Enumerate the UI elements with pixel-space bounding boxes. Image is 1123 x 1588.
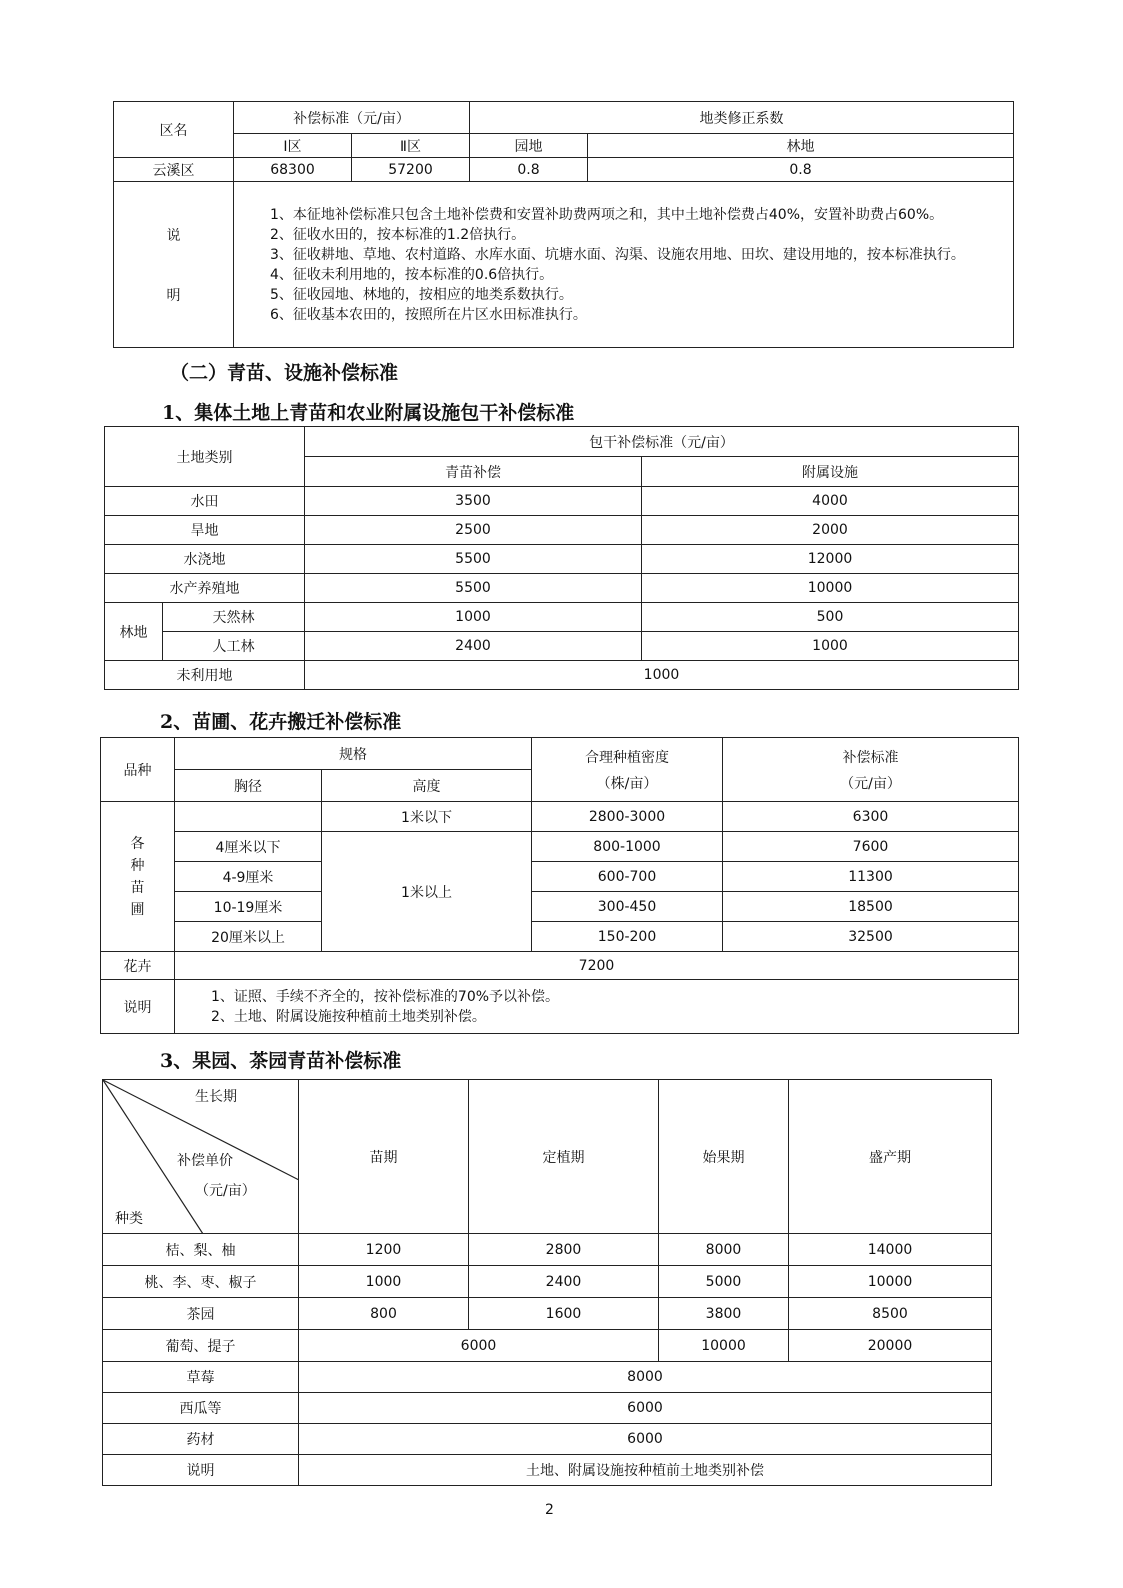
section-heading: （二）青苗、设施补偿标准 [170,362,399,384]
header-garden: 园地 [470,134,588,158]
row-name: 草莓 [103,1362,299,1393]
header-seedling: 苗期 [299,1080,469,1234]
header-crop-compensation: 青苗补偿 [305,457,642,487]
cell-planting: 2800 [469,1234,659,1266]
header-zone-2: Ⅱ区 [352,134,470,158]
cell-seedling: 1200 [299,1234,469,1266]
diag-label-kind: 种类 [115,1211,143,1227]
cell-unused-value: 1000 [305,661,1019,690]
row-name: 天然林 [163,603,305,632]
cell-dbh: 4厘米以下 [175,832,322,862]
notes-label-char: 明 [166,287,181,304]
heading-crop-facility: 1、集体土地上青苗和农业附属设施包干补偿标准 [162,402,575,424]
header-standard [723,738,1019,802]
cell-planting: 2400 [469,1266,659,1298]
cell-facility: 12000 [642,545,1019,574]
cell-standard: 11300 [723,862,1019,892]
notes-content: 土地、附属设施按种植前土地类别补偿 [299,1455,992,1486]
cell-fruiting: 10000 [659,1330,789,1362]
group-forest: 林地 [105,603,163,661]
header-zone-1: Ⅰ区 [234,134,352,158]
group-nursery-char: 种 [130,857,145,874]
note-item: 1、本征地补偿标准只包含土地补偿费和安置补助费两项之和，其中土地补偿费占40%，安置补助费占60%。 [270,206,944,223]
header-peak: 盛产期 [789,1080,992,1234]
cell-density: 300-450 [532,892,723,922]
header-land-coefficient: 地类修正系数 [470,102,1014,134]
cell-density: 800-1000 [532,832,723,862]
diag-label-period: 生长期 [195,1089,237,1105]
header-land-type: 土地类别 [105,427,305,487]
cell-fruiting: 3800 [659,1298,789,1330]
heading-nursery: 2、苗圃、花卉搬迁补偿标准 [160,711,402,733]
cell-standard: 6300 [723,802,1019,832]
note-item: 2、征收水田的，按本标准的1.2倍执行。 [270,226,526,243]
note-item: 1、证照、手续不齐全的，按补偿标准的70%予以补偿。 [211,988,560,1005]
row-name: 葡萄、提子 [103,1330,299,1362]
group-nursery-char: 苗 [130,879,145,896]
cell-peak: 8500 [789,1298,992,1330]
notes-content [234,182,1014,348]
cell-peak: 10000 [789,1266,992,1298]
cell-density: 150-200 [532,922,723,952]
note-item: 4、征收未利用地的，按本标准的0.6倍执行。 [270,266,554,283]
cell-density: 2800-3000 [532,802,723,832]
crop-facility-table [104,426,1019,690]
cell-fruiting: 5000 [659,1266,789,1298]
cell-height-low: 1米以下 [322,802,532,832]
cell-value: 6000 [299,1424,992,1455]
notes-content [175,980,1019,1034]
cell-zone-2: 57200 [352,158,470,182]
header-standard-title: 补偿标准 [842,749,899,766]
row-flower-name: 花卉 [101,952,175,980]
diag-label-price: 补偿单价 [177,1153,233,1169]
cell-height-high: 1米以上 [322,832,532,952]
cell-flower-value: 7200 [175,952,1019,980]
cell-density: 600-700 [532,862,723,892]
cell-crop: 5500 [305,574,642,603]
row-name: 未利用地 [105,661,305,690]
row-name: 西瓜等 [103,1393,299,1424]
cell-value: 6000 [299,1393,992,1424]
cell-zone-1: 68300 [234,158,352,182]
cell-facility: 500 [642,603,1019,632]
row-name: 桃、李、枣、椒子 [103,1266,299,1298]
header-standard-unit: （元/亩） [840,775,901,792]
cell-crop: 2500 [305,516,642,545]
group-nursery-char: 各 [130,835,145,852]
cell-facility: 4000 [642,487,1019,516]
cell-dbh: 10-19厘米 [175,892,322,922]
cell-crop: 3500 [305,487,642,516]
row-name: 水田 [105,487,305,516]
note-item: 3、征收耕地、草地、农村道路、水库水面、坑塘水面、沟渠、设施农用地、田坎、建设用地的，按本标准执行。 [270,246,965,263]
cell-dbh: 20厘米以上 [175,922,322,952]
cell-peak: 20000 [789,1330,992,1362]
cell-peak: 14000 [789,1234,992,1266]
header-dbh: 胸径 [175,770,322,802]
row-name: 旱地 [105,516,305,545]
page-number: 2 [545,1502,554,1518]
cell-standard: 18500 [723,892,1019,922]
header-height: 高度 [322,770,532,802]
cell-seedling: 1000 [299,1266,469,1298]
header-variety: 品种 [101,738,175,802]
notes-label: 说明 [101,980,175,1034]
header-density-title: 合理种植密度 [585,749,669,766]
header-density-unit: （株/亩） [596,775,658,792]
header-density [532,738,723,802]
group-nursery [101,802,175,952]
cell-fruiting: 8000 [659,1234,789,1266]
notes-label: 说明 [103,1455,299,1486]
note-item: 5、征收园地、林地的，按相应的地类系数执行。 [270,286,573,303]
row-name: 水产养殖地 [105,574,305,603]
cell-crop: 1000 [305,603,642,632]
header-fruiting: 始果期 [659,1080,789,1234]
note-item: 6、征收基本农田的，按照所在片区水田标准执行。 [270,306,587,323]
row-district-name: 云溪区 [114,158,234,182]
diagonal-header [103,1080,299,1234]
row-name: 桔、梨、柚 [103,1234,299,1266]
nursery-table [100,737,1019,1034]
note-item: 2、土地、附属设施按种植前土地类别补偿。 [211,1008,486,1025]
cell-seedling: 800 [299,1298,469,1330]
row-name: 人工林 [163,632,305,661]
cell-dbh: 4-9厘米 [175,862,322,892]
heading-orchard: 3、果园、茶园青苗补偿标准 [160,1050,402,1072]
diag-label-unit: （元/亩） [195,1183,256,1199]
header-spec: 规格 [175,738,532,770]
orchard-table [102,1079,992,1486]
cell-planting: 1600 [469,1298,659,1330]
header-planting: 定植期 [469,1080,659,1234]
header-compensation-standard: 补偿标准（元/亩） [234,102,470,134]
notes-label-char: 说 [166,227,181,244]
header-facility: 附属设施 [642,457,1019,487]
land-compensation-table [113,101,1014,348]
cell-facility: 1000 [642,632,1019,661]
header-forest: 林地 [588,134,1014,158]
cell-garden-coef: 0.8 [470,158,588,182]
group-nursery-char: 圃 [130,901,145,918]
cell-forest-coef: 0.8 [588,158,1014,182]
cell-dbh [175,802,322,832]
cell-crop: 5500 [305,545,642,574]
cell-value: 8000 [299,1362,992,1393]
row-name: 水浇地 [105,545,305,574]
notes-label [114,182,234,348]
cell-standard: 7600 [723,832,1019,862]
header-district: 区名 [114,102,234,158]
cell-seedling-planting: 6000 [299,1330,659,1362]
row-name: 药材 [103,1424,299,1455]
cell-facility: 10000 [642,574,1019,603]
header-lump-sum-standard: 包干补偿标准（元/亩） [305,427,1019,457]
row-name: 茶园 [103,1298,299,1330]
cell-standard: 32500 [723,922,1019,952]
cell-crop: 2400 [305,632,642,661]
cell-facility: 2000 [642,516,1019,545]
